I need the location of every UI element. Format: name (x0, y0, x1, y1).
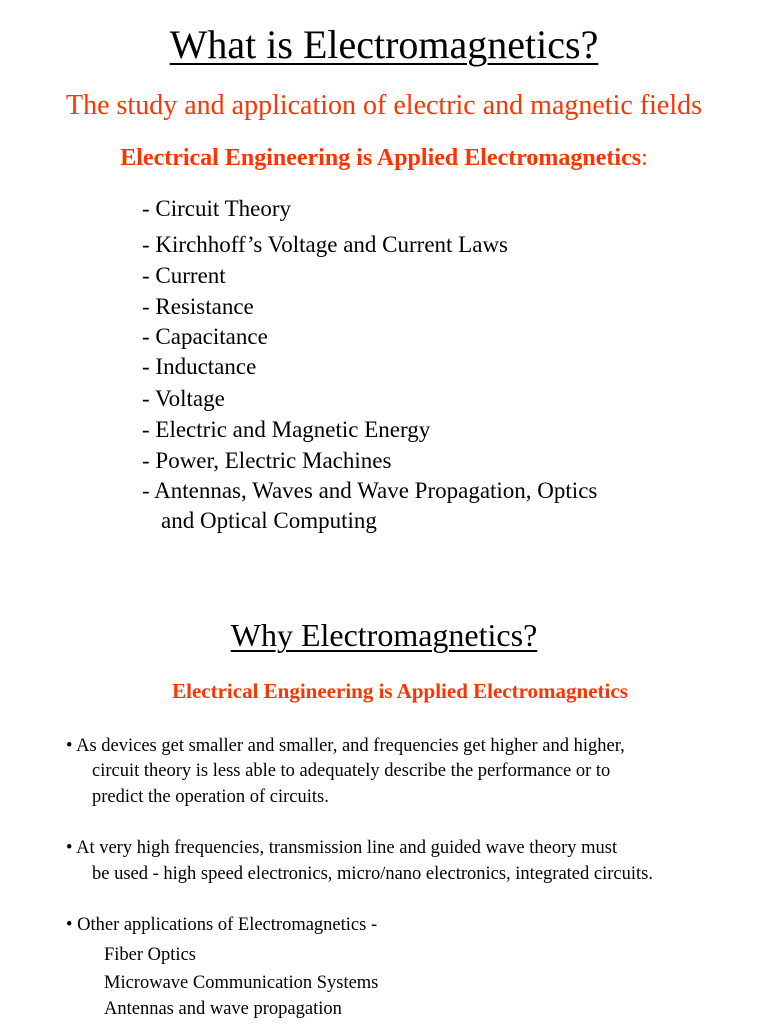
application-item: Antennas and wave propagation (104, 999, 342, 1019)
section-heading-text: Electrical Engineering is Applied Electromagnetics (120, 145, 642, 171)
bullet-line: predict the operation of circuits. (92, 787, 329, 807)
list-item: - Current (142, 263, 226, 288)
list-item-continuation: and Optical Computing (161, 508, 377, 533)
list-item: - Circuit Theory (142, 196, 292, 221)
section-heading-colon: : (641, 145, 648, 171)
application-item: Fiber Optics (104, 945, 196, 965)
bullet-line: • As devices get smaller and smaller, and frequencies get higher and higher, (66, 736, 625, 756)
list-item: - Electric and Magnetic Energy (142, 417, 431, 442)
list-item: - Capacitance (142, 324, 268, 349)
list-item: - Power, Electric Machines (142, 448, 392, 473)
list-item: - Kirchhoff’s Voltage and Current Laws (142, 232, 509, 257)
section2-heading: Electrical Engineering is Applied Electromagnetics (172, 679, 628, 703)
bullet-line: • At very high frequencies, transmission line and guided wave theory must (66, 838, 618, 858)
list-item: - Resistance (142, 294, 254, 319)
list-item: - Inductance (142, 354, 257, 379)
application-item: Microwave Communication Systems (104, 973, 379, 993)
page-title: What is Electromagnetics? (169, 22, 599, 67)
list-item: - Antennas, Waves and Wave Propagation, Optics (142, 478, 598, 503)
bullet-line: be used - high speed electronics, micro/nano electronics, integrated circuits. (92, 864, 653, 884)
list-item: - Voltage (142, 386, 225, 411)
section2-title: Why Electromagnetics? (230, 617, 538, 653)
bullet-line: circuit theory is less able to adequately describe the performance or to (92, 761, 611, 781)
subtitle: The study and application of electric and magnetic fields (66, 90, 702, 121)
bullet-line: • Other applications of Electromagnetics - (66, 915, 378, 935)
